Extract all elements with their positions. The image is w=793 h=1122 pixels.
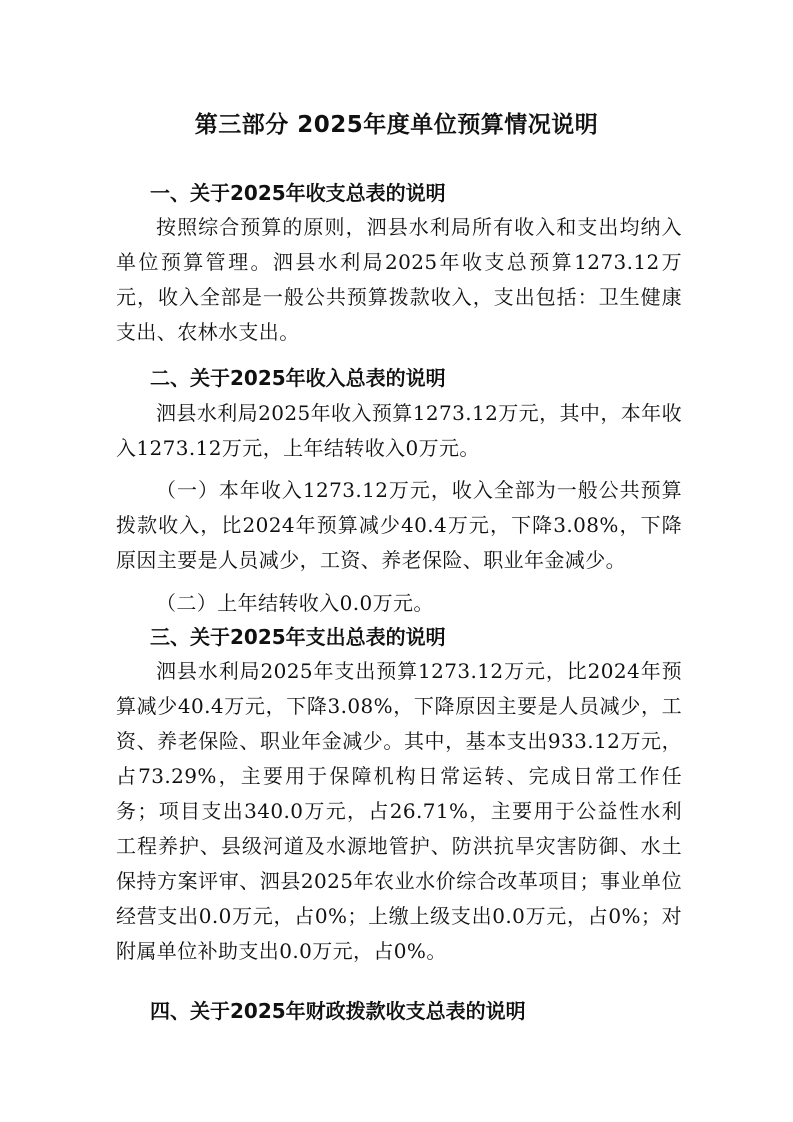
page-title: 第三部分 2025年度单位预算情况说明	[194, 112, 599, 138]
section-heading-3: 三、关于2025年支出总表的说明	[150, 625, 446, 649]
section-2-paragraph-2: （一）本年收入1273.12万元，收入全部为一般公共预算拨款收入，比2024年预算减少40.4万元，下降3.08%，下降原因主要是人员减少，工资、养老保险、职业年金减少。	[116, 478, 682, 572]
section-3-paragraph-1: 泗县水利局2025年支出预算1273.12万元，比2024年预算减少40.4万元，下降3.08%，下降原因主要是人员减少，工资、养老保险、职业年金减少。其中，基本支出933.12万元，占73.29%，主要用于保障机构日常运转、完成日常工作任务；项目支出340.0万元，占26.71%，主要用于公益性水利工程养护、县级河道及水源地管护、防洪抗旱灾害防御、水土保持方案评审、泗县2025年农业水价综合改革项目；事业单位经营支出0.0万元，占0%；上缴上级支出0.0万元，占0%；对附属单位补助支出0.0万元，占0%。	[116, 659, 682, 963]
section-1-paragraph-1: 按照综合预算的原则，泗县水利局所有收入和支出均纳入单位预算管理。泗县水利局2025年收支总预算1273.12万元，收入全部是一般公共预算拨款收入，支出包括：卫生健康支出、农林水支出。	[116, 215, 682, 344]
section-heading-4: 四、关于2025年财政拨款收支总表的说明	[150, 999, 526, 1023]
section-heading-2: 二、关于2025年收入总表的说明	[150, 366, 446, 390]
section-heading-1: 一、关于2025年收支总表的说明	[150, 181, 446, 205]
section-2-paragraph-3: （二）上年结转收入0.0万元。	[156, 591, 434, 615]
section-2-paragraph-1: 泗县水利局2025年收入预算1273.12万元，其中，本年收入1273.12万元，上年结转收入0万元。	[116, 401, 682, 460]
